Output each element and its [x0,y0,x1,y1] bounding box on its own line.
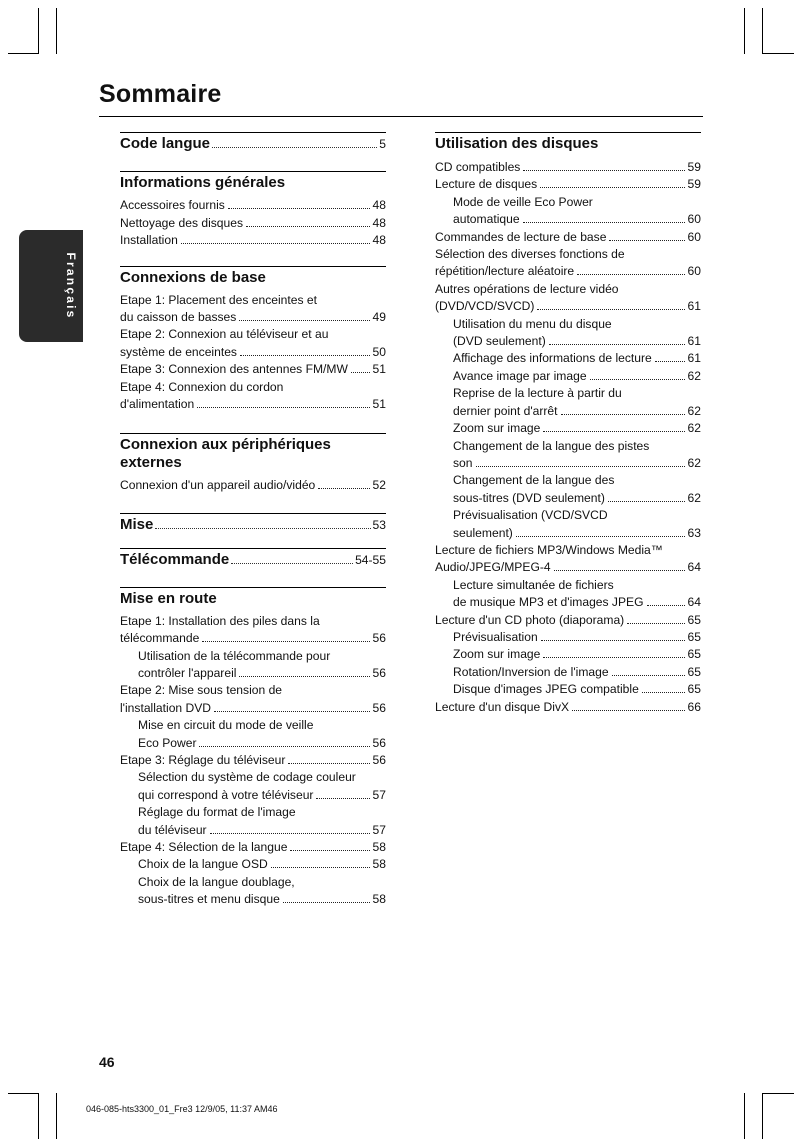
section-title: Code langue [120,135,211,152]
toc-entry[interactable]: Lecture d'un disque DivX 66 [435,699,701,714]
leader-dots [231,563,353,564]
section-title: Télécommande [120,551,230,569]
section-peripheriques [120,433,386,494]
section-title: Mise [120,515,154,533]
toc-entry[interactable]: Lecture d'un CD photo (diaporama) 65 [435,612,701,627]
toc-entry[interactable]: du caisson de basses 49 [120,310,386,325]
section-title: Connexions de base [120,268,266,286]
section-title-cont: externes [120,454,182,472]
section-connexions: Connexions de base Etape 1: Placement des enceintes et du caisson de basses 49 Etape 2: Connexion au téléviseur et au système de enceintes 50 Etape 3: Connexion des antennes FM/MW 51 Etape 4: Connexion du cordon d'alimentation 51 [120,266,386,414]
toc-entry[interactable]: Etape 3: Réglage du téléviseur 56 [120,752,386,767]
toc-entry[interactable]: Connexion d'un appareil audio/vidéo 52 [120,478,386,493]
section-code-langue [120,132,386,153]
toc-entry[interactable]: Etape 3: Connexion des antennes FM/MW 51 [120,362,386,377]
page-ref: 5 [379,137,386,151]
crop-mark [744,1093,745,1139]
section-title: Mise en route [120,589,217,607]
toc-entry[interactable]: sous-titres et menu disque 58 [138,892,386,907]
crop-mark [38,1093,39,1139]
toc-entry[interactable]: Rotation/Inversion de l'image 65 [453,664,701,679]
language-tab-label: Français [64,252,78,320]
section-utilisation-disques: Utilisation des disques CD compatibles 59 Lecture de disques 59 Mode de veille Eco Power automatique 60 Commandes de lecture de base 60 Sélection des diverses fonctions de répétition/lecture aléatoire 60 Autres opérations de lecture vidéo (DVD/VCD/SVCD) 61 Utilisation du menu du disque (DVD seulement) 61 Affichage des informations de lecture 61 Avance image par image 62 Reprise de la lecture à partir du dernier point d'arrêt 62 Zoom sur image 62 Changement de la langue des pistes son 62 Changement de la langue des sous-titres (DVD seulement) 62 Prévisualisation (VCD/SVCD seulement) 63 Lecture de fichiers MP3/Windows Media™ Audio/JPEG/MPEG-4 64 Lecture simultanée de fichiers de musique MP3 et d'images JPEG 64 Lecture d'un CD photo (diaporama) 65 Prévisualisation 65 Zoom sur image 65 Rotation/Inversion de l'image 65 Disque d'images JPEG compatible 65 Lecture d'un disque DivX 66 [435,132,701,716]
toc-entry[interactable]: Avance image par image 62 [453,368,701,383]
crop-mark [762,53,794,54]
toc-entry[interactable]: Disque d'images JPEG compatible 65 [453,682,701,697]
toc-entry[interactable]: qui correspond à votre téléviseur 57 [138,787,386,802]
toc-entry[interactable]: de musique MP3 et d'images JPEG 64 [453,595,701,610]
section-title: Utilisation des disques [435,135,599,152]
toc-entry[interactable]: système de enceintes 50 [120,344,386,359]
section-title: Informations générales [120,174,286,192]
toc-entry[interactable]: Zoom sur image 65 [453,647,701,662]
crop-mark [762,1093,763,1139]
toc-entry[interactable]: Nettoyage des disques 48 [120,215,386,230]
toc-entry[interactable]: (DVD seulement) 61 [453,334,701,349]
toc-entry[interactable]: CD compatibles 59 [435,160,701,174]
toc-entry[interactable]: du téléviseur 57 [138,822,386,837]
page-ref: 53 [372,517,386,532]
toc-entry[interactable]: Audio/JPEG/MPEG-4 64 [435,560,701,575]
section-informations [120,171,386,249]
toc-entry[interactable]: Installation 48 [120,233,386,248]
toc-entry[interactable]: son 62 [453,455,701,470]
toc-entry[interactable]: Lecture de disques 59 [435,177,701,192]
leader-dots [155,528,370,529]
page-number: 46 [99,1054,115,1070]
toc-entry[interactable]: Prévisualisation 65 [453,629,701,644]
crop-mark [38,8,39,54]
toc-entry[interactable]: répétition/lecture aléatoire 60 [435,264,701,279]
section-mise [120,513,386,534]
crop-mark [762,1093,794,1094]
print-footer: 046-085-hts3300_01_Fre3 12/9/05, 11:37 AM46 [86,1104,278,1114]
toc-entry[interactable]: Eco Power 56 [138,735,386,750]
crop-mark [8,1093,38,1094]
page-ref: 54-55 [355,553,386,568]
toc-entry[interactable]: Zoom sur image 62 [453,421,701,436]
toc-entry[interactable]: d'alimentation 51 [120,397,386,412]
toc-entry[interactable]: (DVD/VCD/SVCD) 61 [435,299,701,314]
section-title: Connexion aux périphériques [120,436,331,454]
toc-left-column [120,132,386,909]
leader-dots [212,147,377,148]
title-rule [99,116,703,117]
toc-entry[interactable]: Commandes de lecture de base 60 [435,229,701,244]
toc-entry[interactable]: télécommande 56 [120,631,386,646]
toc-entry[interactable]: Choix de la langue OSD 58 [138,857,386,872]
toc-right-column [435,132,701,716]
toc-entry[interactable]: dernier point d'arrêt 62 [453,403,701,418]
toc-entry[interactable]: l'installation DVD 56 [120,700,386,715]
section-telecommande [120,548,386,569]
crop-mark [762,8,763,54]
section-mise-en-route: Mise en route Etape 1: Installation des piles dans la télécommande 56 Utilisation de la télécommande pour contrôler l'appareil 56 Etape 2: Mise sous tension de l'installation DVD 56 Mise en circuit du mode de veille Eco Power 56 Etape 3: Réglage du téléviseur 56 Sélection du système de codage couleur qui correspond à votre téléviseur 57 Réglage du format de l'image du téléviseur 57 Etape 4: Sélection de la langue 58 Choix de la langue OSD 58 Choix de la langue doublage, sous-titres et menu disque 58 [120,587,386,909]
toc-entry[interactable]: Etape 4: Sélection de la langue 58 [120,839,386,854]
crop-mark [56,1093,57,1139]
toc-entry[interactable]: seulement) 63 [453,525,701,540]
toc-entry[interactable]: automatique 60 [453,212,701,227]
crop-mark [56,8,57,54]
page-title: Sommaire [99,80,222,108]
toc-entry[interactable]: Affichage des informations de lecture 61 [453,351,701,366]
crop-mark [8,53,38,54]
crop-mark [744,8,745,54]
language-tab [19,230,83,342]
toc-entry[interactable]: Accessoires fournis 48 [120,198,386,213]
toc-entry[interactable]: contrôler l'appareil 56 [138,665,386,680]
toc-entry[interactable]: sous-titres (DVD seulement) 62 [453,490,701,505]
